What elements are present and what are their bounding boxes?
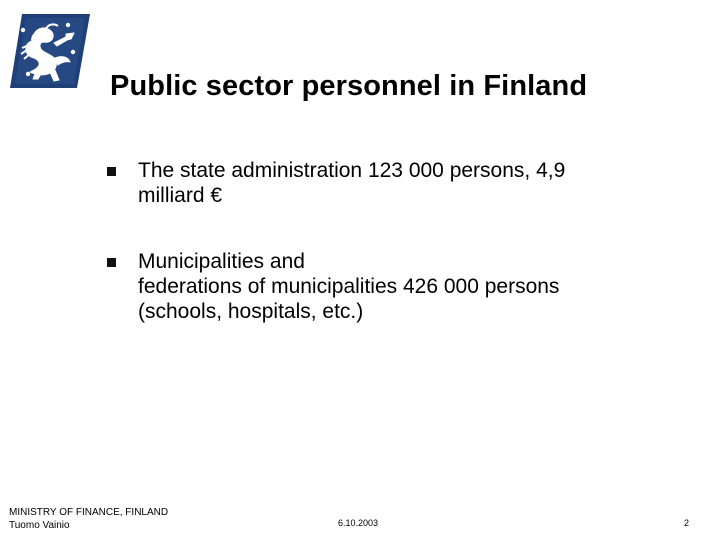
bullet-item-municipalities: [104, 249, 684, 324]
bullet-item-state-administration: [104, 158, 684, 208]
bullet-list: [104, 158, 684, 324]
square-bullet-icon: [107, 167, 116, 176]
bullet-text: Municipalities and federations of municipalities 426 000 persons (schools, hospitals, etc.): [138, 250, 560, 323]
footer-author: Tuomo Vainio: [9, 520, 70, 531]
slide-title: Public sector personnel in Finland: [110, 70, 588, 102]
footer-organization: MINISTRY OF FINANCE, FINLAND: [9, 507, 169, 518]
square-bullet-icon: [107, 258, 116, 267]
lion-emblem-logo-icon: [8, 12, 92, 90]
footer-date: 6.10.2003: [338, 518, 379, 528]
page-number: 2: [684, 518, 690, 528]
bullet-text: The state administration 123 000 persons, 4,9 milliard €: [138, 159, 566, 207]
